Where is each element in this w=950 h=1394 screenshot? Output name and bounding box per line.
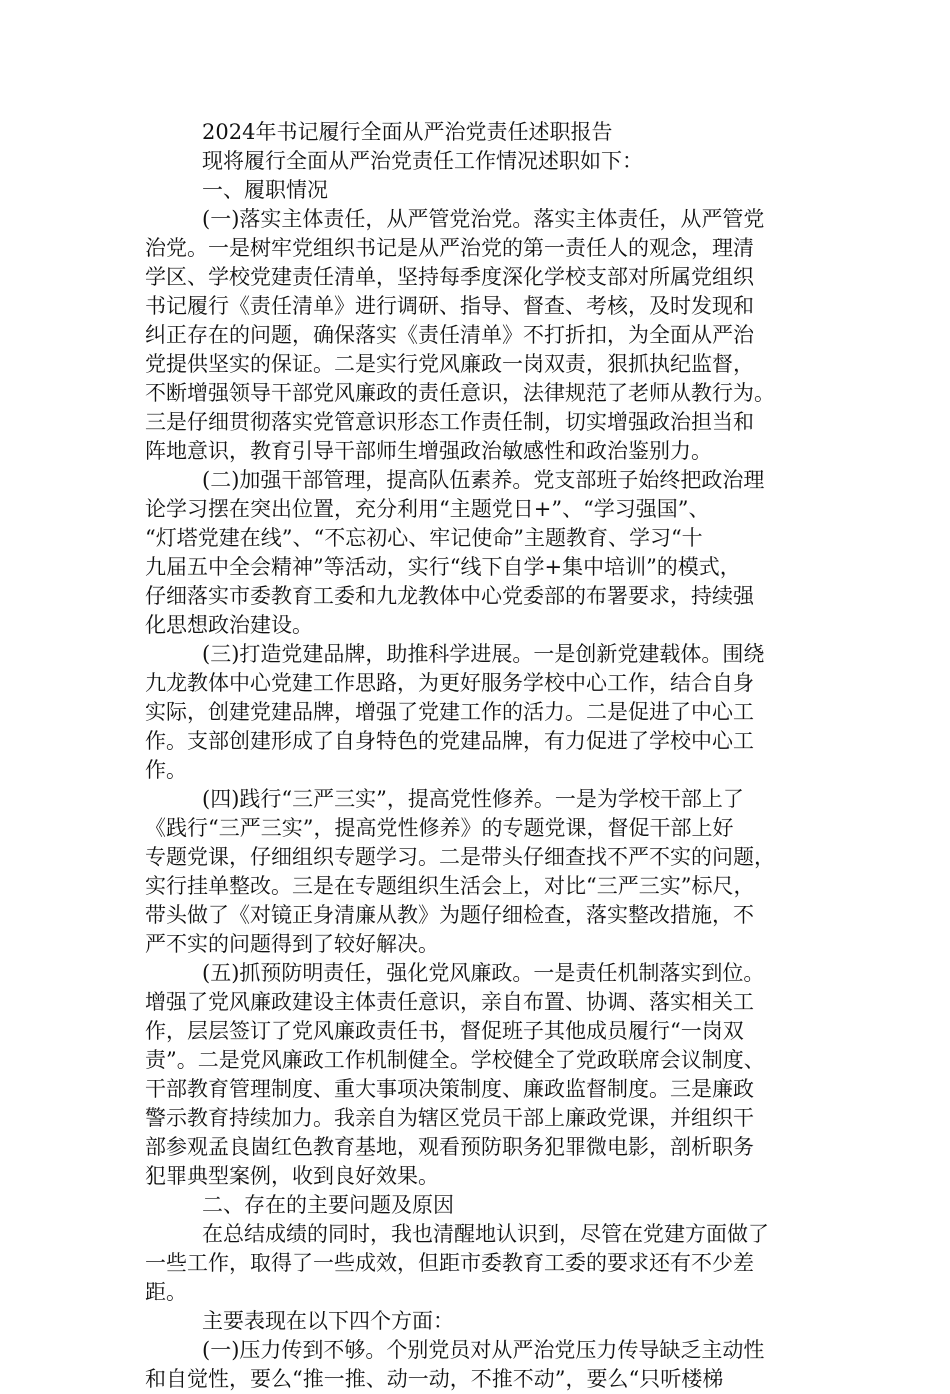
text-line: 论学习摆在突出位置，充分利用“主题党日+”、“学习强国”、 <box>145 497 710 521</box>
text-line: 干部教育管理制度、重大事项决策制度、廉政监督制度。三是廉政 <box>145 1077 754 1101</box>
text-line: (五)抓预防明责任，强化党风廉政。一是责任机制落实到位。 <box>202 961 765 985</box>
text-line: 实行挂单整改。三是在专题组织生活会上，对比“三严三实”标尺， <box>145 874 755 898</box>
text-line: (四)践行“三严三实”，提高党性修养。一是为学校干部上了 <box>202 787 744 811</box>
text-line: “灯塔党建在线”、“不忘初心、牢记使命”主题教育、学习“十 <box>145 526 703 550</box>
text-line: 和自觉性，要么“推一推、动一动，不推不动”，要么“只听楼梯 <box>145 1367 724 1391</box>
section-heading: 一、履职情况 <box>202 178 328 202</box>
text-line: 犯罪典型案例，收到良好效果。 <box>145 1164 439 1188</box>
paragraph <box>145 959 815 1191</box>
text-line: 主要表现在以下四个方面： <box>202 1309 454 1333</box>
text-line: 党提供坚实的保证。二是实行党风廉政一岗双责，狠抓执纪监督， <box>145 352 754 376</box>
text-line: 作。支部创建形成了自身特色的党建品牌，有力促进了学校中心工 <box>145 729 754 753</box>
text-line: 警示教育持续加力。我亲自为辖区党员干部上廉政党课，并组织干 <box>145 1106 754 1130</box>
text-line: (二)加强干部管理，提高队伍素养。党支部班子始终把政治理 <box>202 468 765 492</box>
paragraph <box>145 1336 815 1394</box>
text-line: 一些工作，取得了一些成效，但距市委教育工委的要求还有不少差 <box>145 1251 754 1275</box>
document-page <box>145 118 815 1394</box>
text-line: 作。 <box>145 758 187 782</box>
text-line: 九龙教体中心党建工作思路，为更好服务学校中心工作，结合自身 <box>145 671 754 695</box>
paragraph <box>145 1220 815 1307</box>
text-line: 书记履行《责任清单》进行调研、指导、督查、考核，及时发现和 <box>145 294 754 318</box>
paragraph <box>145 785 815 959</box>
paragraph <box>145 466 815 640</box>
text-line: 实际，创建党建品牌，增强了党建工作的活力。二是促进了中心工 <box>145 700 754 724</box>
text-line: 严不实的问题得到了较好解决。 <box>145 932 439 956</box>
text-line: 仔细落实市委教育工委和九龙教体中心党委部的布署要求，持续强 <box>145 584 754 608</box>
text-line: (三)打造党建品牌，助推科学进展。一是创新党建载体。围绕 <box>202 642 765 666</box>
text-line: 部参观孟良崮红色教育基地，观看预防职务犯罪微电影，剖析职务 <box>145 1135 754 1159</box>
section-heading: 二、存在的主要问题及原因 <box>202 1193 454 1217</box>
text-line: (一)压力传到不够。个别党员对从严治党压力传导缺乏主动性 <box>202 1338 765 1362</box>
text-line: 责”。二是党风廉政工作机制健全。学校健全了党政联席会议制度、 <box>145 1048 765 1072</box>
document-title: 2024年书记履行全面从严治党责任述职报告 <box>202 120 613 144</box>
paragraph <box>145 640 815 785</box>
text-line: 治党。一是树牢党组织书记是从严治党的第一责任人的观念，理清 <box>145 236 754 260</box>
text-line: 纠正存在的问题，确保落实《责任清单》不打折扣，为全面从严治 <box>145 323 754 347</box>
text-line: 阵地意识，教育引导干部师生增强政治敏感性和政治鉴别力。 <box>145 439 712 463</box>
text-line: 《践行“三严三实”，提高党性修养》的专题党课，督促干部上好 <box>145 816 734 840</box>
text-line: 学区、学校党建责任清单，坚持每季度深化学校支部对所属党组织 <box>145 265 754 289</box>
text-line: 作，层层签订了党风廉政责任书，督促班子其他成员履行“一岗双 <box>145 1019 744 1043</box>
text-line: 不断增强领导干部党风廉政的责任意识，法律规范了老师从教行为。 <box>145 381 775 405</box>
text-line: 三是仔细贯彻落实党管意识形态工作责任制，切实增强政治担当和 <box>145 410 754 434</box>
text-line: 在总结成绩的同时，我也清醒地认识到，尽管在党建方面做了 <box>202 1222 769 1246</box>
paragraph <box>145 205 815 466</box>
text-line: (一)落实主体责任，从严管党治党。落实主体责任，从严管党 <box>202 207 765 231</box>
text-line: 距。 <box>145 1280 187 1304</box>
text-line: 增强了党风廉政建设主体责任意识，亲自布置、协调、落实相关工 <box>145 990 754 1014</box>
text-line: 专题党课，仔细组织专题学习。二是带头仔细查找不严不实的问题， <box>145 845 775 869</box>
text-line: 九届五中全会精神”等活动，实行“线下自学+集中培训”的模式， <box>145 555 741 579</box>
text-line: 带头做了《对镜正身清廉从教》为题仔细检查，落实整改措施，不 <box>145 903 754 927</box>
text-line: 化思想政治建设。 <box>145 613 313 637</box>
intro-line: 现将履行全面从严治党责任工作情况述职如下： <box>202 149 643 173</box>
